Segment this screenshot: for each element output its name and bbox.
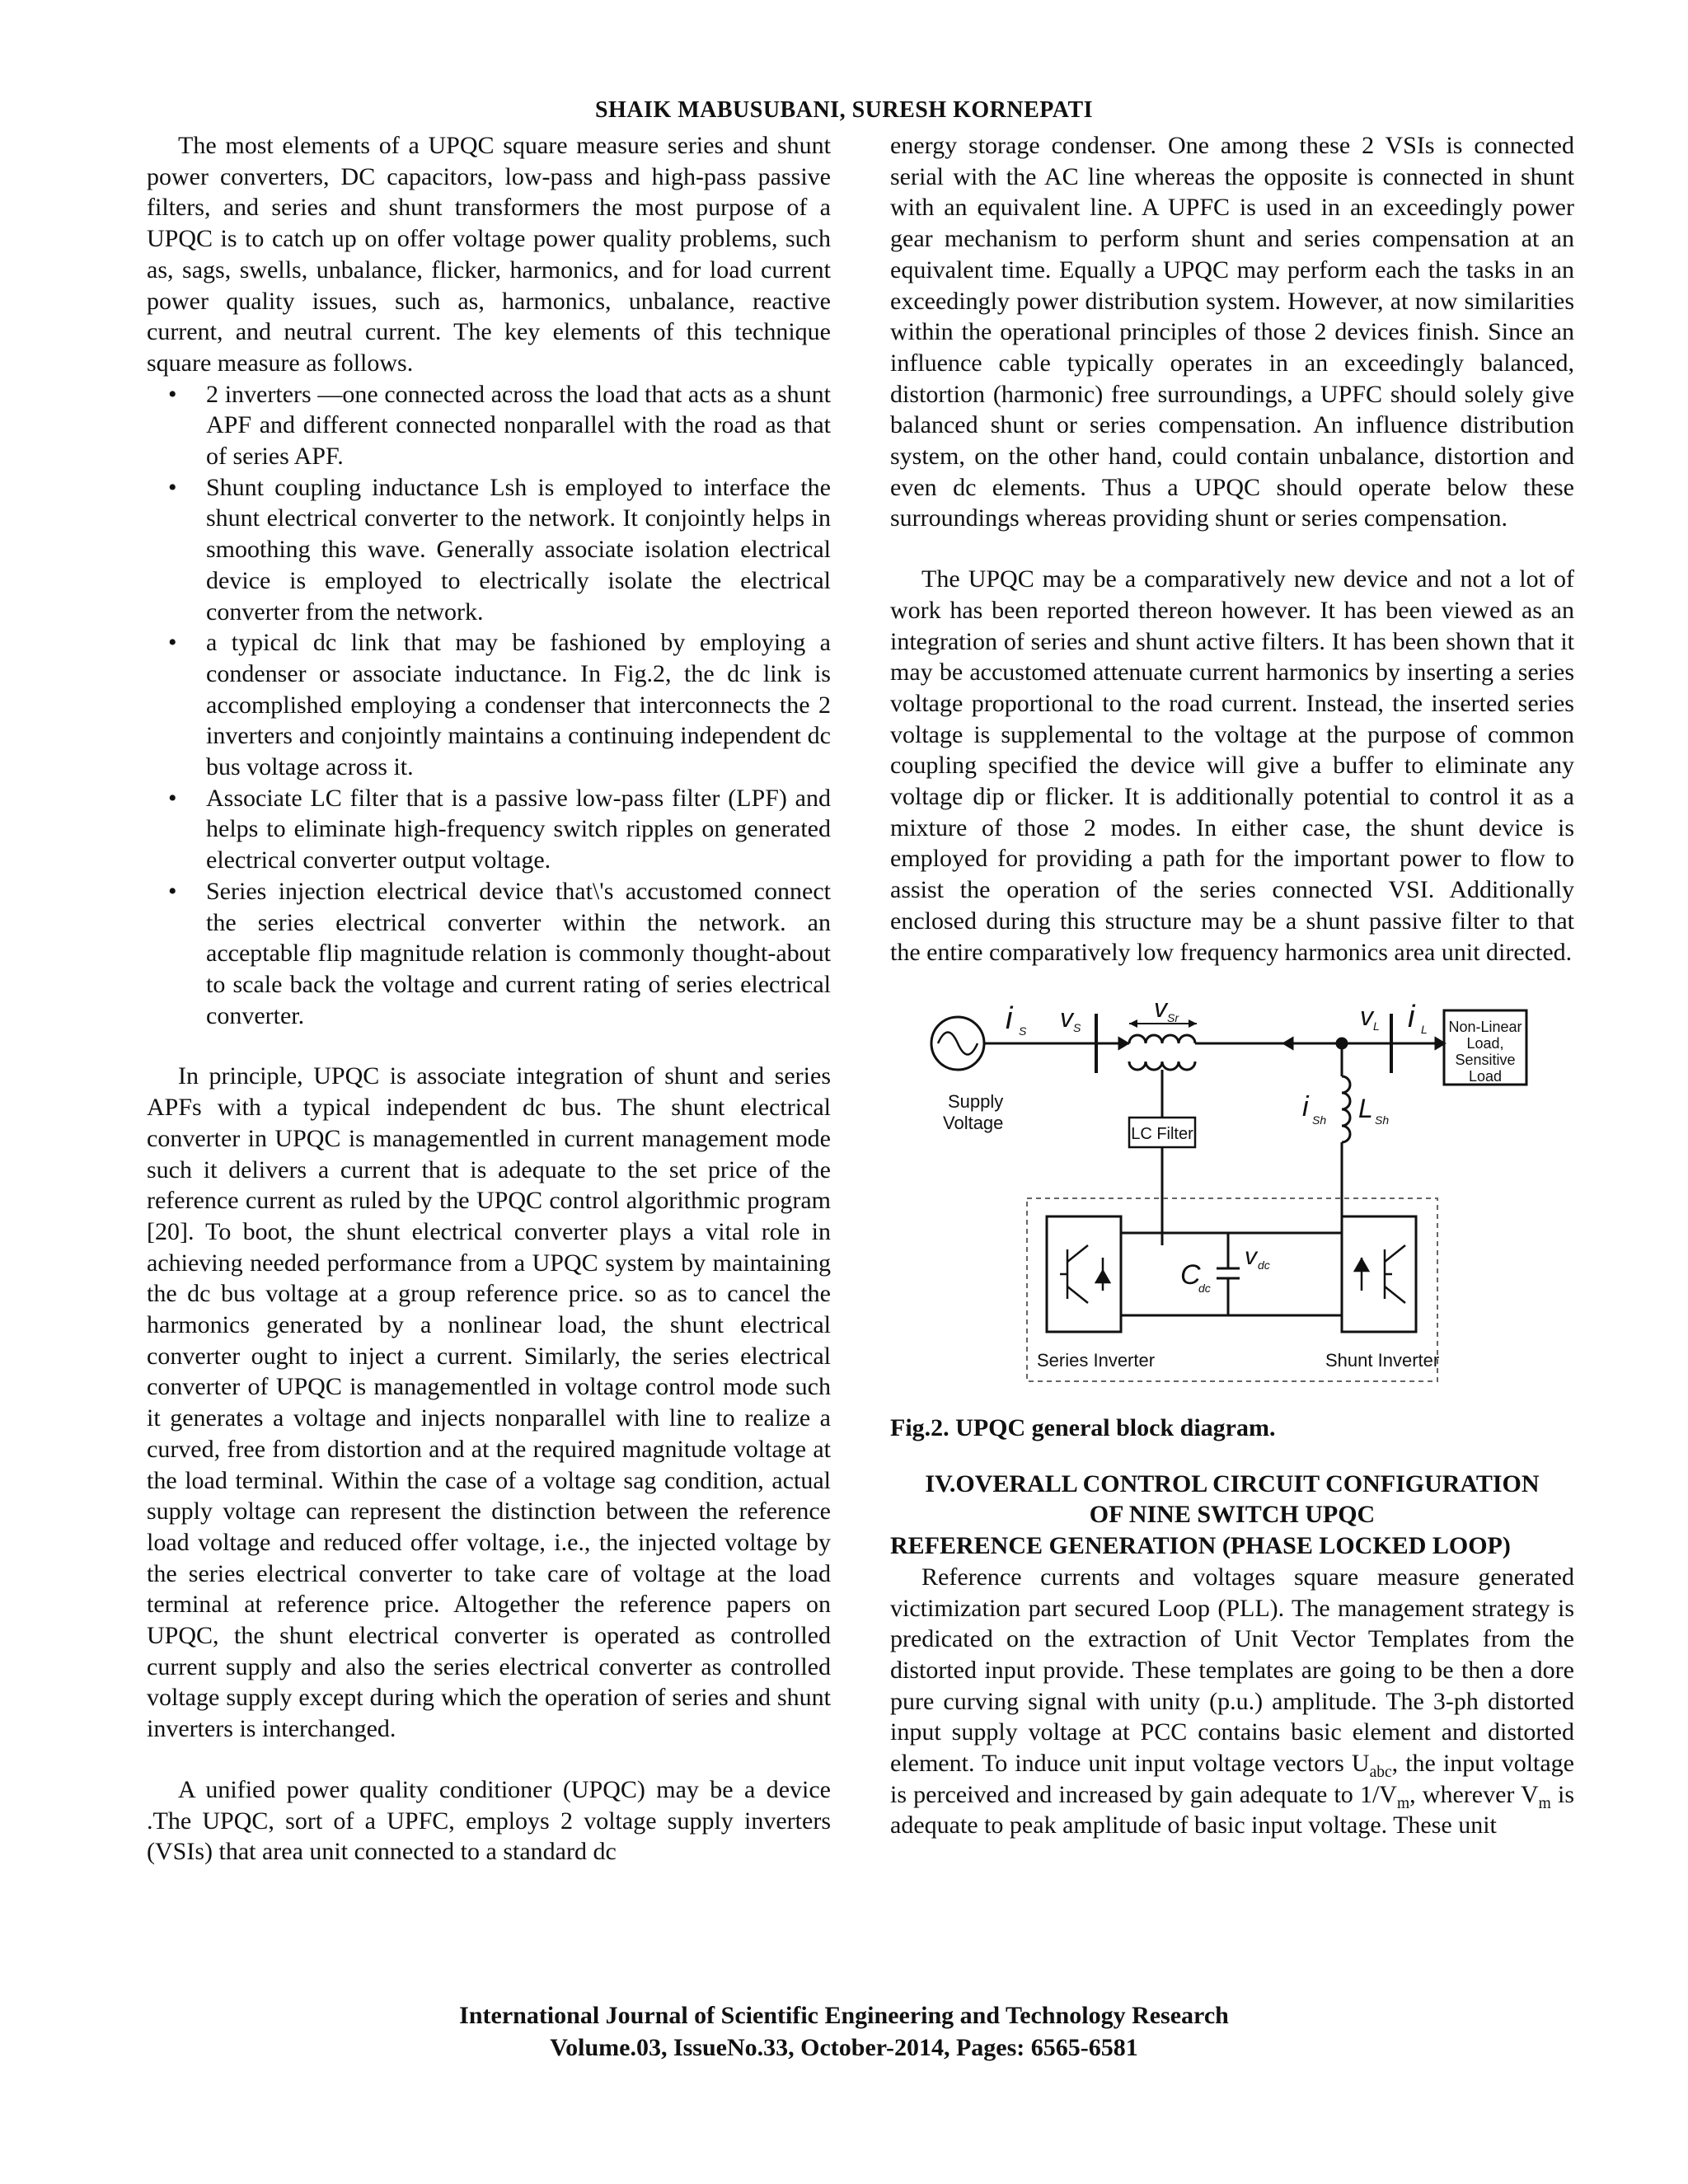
- list-item: • 2 inverters —one connected across the load that acts as a shunt APF and different connected nonparallel with the road as that of series APF.: [206, 379, 831, 472]
- vsr-subscript: Sr: [1167, 1011, 1179, 1025]
- series-transformer-primary-icon: [1129, 1035, 1195, 1043]
- is-subscript: S: [1019, 1024, 1027, 1038]
- section-title: [890, 1469, 1574, 1530]
- journal-footer: [0, 1999, 1688, 2064]
- pll-text-c: , wherever V: [1409, 1780, 1539, 1808]
- shunt-inverter-label: Shunt Inverter: [1325, 1350, 1440, 1371]
- shunt-igbt-icon: [1355, 1245, 1405, 1303]
- il-label: i: [1408, 1000, 1415, 1035]
- vl-subscript: L: [1373, 1019, 1380, 1033]
- pll-sub-abc: abc: [1369, 1764, 1392, 1782]
- load-label-line1: Non-Linear: [1448, 1019, 1522, 1036]
- section-title-line1: IV.OVERALL CONTROL CIRCUIT CONFIGURATION: [925, 1469, 1540, 1497]
- upqc-overview-paragraph: The UPQC may be a comparatively new device and not a lot of work has been reported thereon however. It has been viewed as an integration of series and shunt active filters. It has been shown that it may be accustomed attenuate current harmonics by inserting a series voltage proportional to the road current. Instead, the inserted series voltage is supplemental to the voltage at the purpose of common coupling specified the device will give a buffer to eliminate any voltage dip or flicker. It is additionally potential to control it as a mixture of those 2 modes. In either case, the shunt device is employed for providing a path for the important power to flow to assist the operation of the series connected VSI. Additionally enclosed during this structure may be a shunt passive filter to that the entire comparatively low frequency harmonics area unit directed.: [890, 565, 1574, 966]
- pll-sub-m2: m: [1538, 1794, 1551, 1812]
- is-label: i: [1006, 1001, 1013, 1037]
- upqc-block-diagram: [890, 994, 1574, 1398]
- cdc-label: C: [1180, 1259, 1201, 1291]
- lsh-subscript: Sh: [1375, 1113, 1390, 1127]
- left-column: [147, 130, 831, 1868]
- principle-paragraph: In principle, UPQC is associate integration of shunt and series APFs with a typical independent dc bus. The shunt electrical converter in UPQC is managementled in current management mode such it delivers a current that is adequate to the set price of the reference current as ruled by the UPQC control algorithmic program [20]. To boot, the shunt electrical converter plays a vital role in achieving needed performance from a UPQC system by maintaining the dc bus voltage at a group reference price. so as to cancel the harmonics generated by a nonlinear load, the shunt electrical converter ought to inject a current. Similarly, the series electrical converter of UPQC is managementled in voltage control mode such it generates a voltage and injects nonparallel with line to realize a curved, free from distortion and at the required magnitude voltage at the load terminal. Within the case of a voltage sag condition, actual supply voltage can represent the distinction between the reference load voltage and reduced offer voltage, i.e., the injected voltage by the series electrical converter to take care of voltage at the load terminal at reference price. Altogether the reference papers on UPQC, the shunt electrical converter is operated as controlled current supply and also the series electrical converter as controlled voltage supply except during which the operation of series and shunt inverters is interchanged.: [147, 1062, 831, 1743]
- cdc-subscript: dc: [1198, 1282, 1211, 1296]
- voltage-label: Voltage: [943, 1113, 1004, 1134]
- vdc-subscript: dc: [1258, 1258, 1270, 1272]
- vs-subscript: S: [1073, 1021, 1081, 1035]
- shunt-inductor-icon: [1342, 1076, 1350, 1142]
- vs-label: v: [1060, 1003, 1073, 1033]
- figure-caption: Fig.2. UPQC general block diagram.: [890, 1413, 1276, 1441]
- list-item: • Series injection electrical device that\'s accustomed connect the series electrical converter within the network. an acceptable flip magnitude relation is commonly thought-about to scale back the voltage and current rating of series electrical converter.: [206, 876, 831, 1032]
- pll-text-d: is adequate to peak amplitude of basic input voltage. These unit: [890, 1780, 1575, 1840]
- pll-text-a: Reference currents and voltages square measure generated victimization part secured Loop (PLL). The management strategy is predicated on the extraction of Unit Vector Templates from the distorted input provide. These templates are going to be then a dore pure curving signal with unity (p.u.) amplitude. The 3-ph distorted input supply voltage at PCC contains basic element and distorted element. To induce unit input voltage vectors U: [890, 1563, 1574, 1778]
- right-column: [890, 130, 1574, 1841]
- list-item: • Associate LC filter that is a passive low-pass filter (LPF) and helps to eliminate high-frequency switch ripples on generated electrical converter output voltage.: [206, 783, 831, 876]
- lc-filter-label: LC Filter: [1131, 1125, 1193, 1144]
- pll-text-b: , the input voltage is perceived and increased by gain adequate to 1/V: [890, 1750, 1574, 1808]
- series-inverter-label: Series Inverter: [1037, 1350, 1156, 1371]
- vl-label: v: [1360, 1001, 1373, 1032]
- supply-label: Supply: [948, 1091, 1004, 1113]
- upqc-device-paragraph: A unified power quality conditioner (UPQC) may be a device .The UPQC, sort of a UPFC, employs 2 voltage supply inverters (VSIs) that area unit connected to a standard dc: [147, 1775, 831, 1866]
- shunt-inverter-block: [1342, 1216, 1416, 1332]
- subsection-title: REFERENCE GENERATION (PHASE LOCKED LOOP): [890, 1532, 1511, 1560]
- ish-subscript: Sh: [1312, 1113, 1327, 1127]
- pll-sub-m1: m: [1396, 1794, 1410, 1812]
- load-label-line4: Load: [1468, 1068, 1503, 1085]
- continued-paragraph: energy storage condenser. One among these 2 VSIs is connected serial with the AC line whereas the opposite is connected in shunt with an equivalent line. A UPFC is used in an exceedingly power gear mechanism to perform shunt and series compensation at an equivalent time. Equally a UPQC may perform each the tasks in an exceedingly power distribution system. However, at now similarities within the operational principles of those 2 devices finish. Since an influence cable typically operates in an exceedingly balanced, distortion (harmonic) free surroundings, a UPFC should solely give balanced shunt or series compensation. An influence distribution system, on the other hand, could contain unbalance, distortion and even dc elements. Thus a UPQC should operate below these surroundings whereas providing shunt or series compensation.: [890, 132, 1574, 532]
- list-item: • a typical dc link that may be fashioned by employing a condenser or associate inductance. In Fig.2, the dc link is accomplished employing a condenser that interconnects the 2 inverters and conjointly maintains a continuing independent dc bus voltage across it.: [206, 627, 831, 783]
- pll-paragraph: [890, 1562, 1574, 1841]
- key-elements-list: [147, 379, 831, 1032]
- journal-volume: Volume.03, IssueNo.33, October-2014, Pages: 6565-6581: [550, 2034, 1138, 2061]
- journal-name: International Journal of Scientific Engineering and Technology Research: [459, 2002, 1229, 2029]
- load-label-line3: Sensitive: [1455, 1052, 1516, 1069]
- series-inverter-block: [1047, 1216, 1121, 1332]
- intro-paragraph: The most elements of a UPQC square measure series and shunt power converters, DC capacitors, low-pass and high-pass passive filters, and series and shunt transformers the most purpose of a UPQC is to catch up on offer voltage power quality problems, such as, sags, swells, unbalance, flicker, harmonics, and for load current power quality issues, such as, harmonics, unbalance, reactive current, and neutral current. The key elements of this technique square measure as follows.: [147, 132, 831, 377]
- section-title-line2: OF NINE SWITCH UPQC: [1089, 1501, 1376, 1529]
- series-transformer-secondary-icon: [1129, 1062, 1195, 1070]
- lsh-label: L: [1358, 1094, 1373, 1124]
- il-subscript: L: [1421, 1023, 1428, 1037]
- running-header: SHAIK MABUSUBANI, SURESH KORNEPATI: [594, 97, 1094, 123]
- vsr-label: v: [1154, 994, 1167, 1024]
- list-item: • Shunt coupling inductance Lsh is employed to interface the shunt electrical converter to the network. It conjointly helps in smoothing this wave. Generally associate isolation electrical device is employed to electrically isolate the electrical converter from the network.: [206, 472, 831, 628]
- series-igbt-icon: [1060, 1245, 1109, 1303]
- ish-label: i: [1302, 1091, 1309, 1123]
- load-label-line2: Load,: [1466, 1035, 1504, 1052]
- vdc-label: v: [1245, 1243, 1257, 1271]
